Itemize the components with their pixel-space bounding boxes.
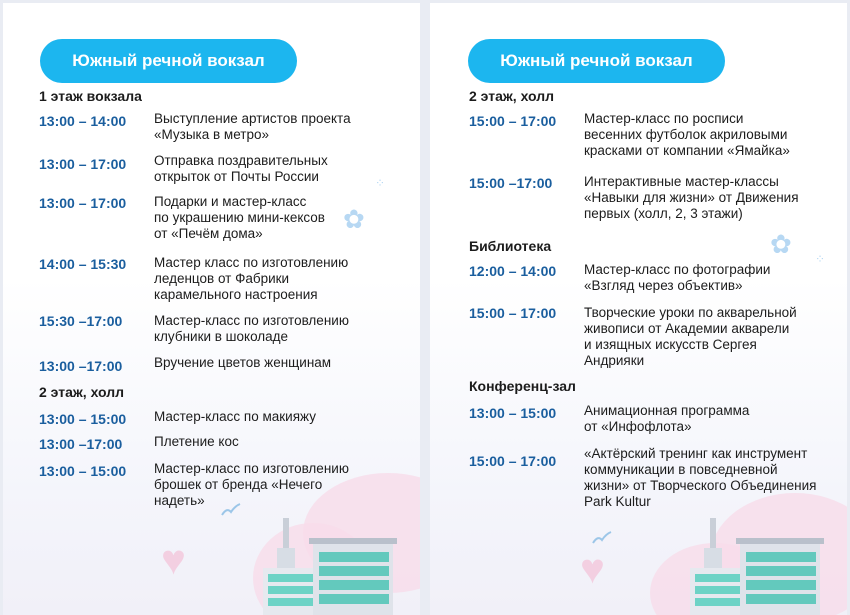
- event-description: Мастер-класс по фотографии «Взгляд через объектив»: [584, 262, 771, 293]
- event-description: Мастер-класс по макияжу: [154, 409, 316, 424]
- venue-title-pill: Южный речной вокзал: [468, 39, 725, 83]
- event-time: 13:00 – 17:00: [39, 195, 127, 211]
- event-time: 15:30 –17:00: [39, 313, 123, 329]
- schedule-card-left: [3, 3, 420, 615]
- section-heading: 2 этаж, холл: [469, 88, 554, 104]
- event-time: 13:00 – 17:00: [39, 156, 127, 172]
- sparkle-icon: ⁘: [375, 176, 386, 190]
- event-description: Интерактивные мастер-классы «Навыки для жизни» от Движения первых (холл, 2, 3 этажи): [584, 174, 799, 221]
- event-description: Мастер-класс по росписи весенних футболок акриловыми красками от компании «Ямайка»: [584, 111, 790, 158]
- section-heading: 1 этаж вокзала: [39, 88, 142, 104]
- heart-icon: ♥: [580, 545, 605, 592]
- event-time: 13:00 – 15:00: [39, 411, 127, 427]
- event-description: Плетение кос: [154, 434, 239, 449]
- event-description: Вручение цветов женщинам: [154, 355, 332, 370]
- heart-icon: ♥: [161, 536, 186, 583]
- event-time: 15:00 – 17:00: [469, 453, 557, 469]
- event-time: 13:00 – 15:00: [39, 463, 127, 479]
- event-description: «Актёрский тренинг как инструмент коммуникации в повседневной жизни» от Творческого Объединения Park Kultur: [584, 446, 817, 509]
- sparkle-icon: ⁘: [815, 252, 826, 266]
- schedule-card-right: [430, 3, 847, 615]
- event-time: 14:00 – 15:30: [39, 256, 127, 272]
- event-time: 13:00 –17:00: [39, 358, 123, 374]
- venue-title-pill: Южный речной вокзал: [40, 39, 297, 83]
- event-description: Отправка поздравительных открыток от Почты России: [154, 153, 328, 184]
- event-time: 12:00 – 14:00: [469, 263, 557, 279]
- section-heading: Библиотека: [469, 238, 552, 254]
- event-time: 15:00 – 17:00: [469, 113, 557, 129]
- event-description: Подарки и мастер-класс по украшению мини-кексов от «Печём дома»: [154, 194, 325, 241]
- event-description: Мастер-класс по изготовлению брошек от бренда «Нечего надеть»: [154, 461, 349, 508]
- event-time: 15:00 – 17:00: [469, 305, 557, 321]
- event-time: 13:00 – 14:00: [39, 113, 127, 129]
- event-description: Мастер класс по изготовлению леденцов от Фабрики карамельного настроения: [154, 255, 349, 302]
- flower-icon: ✿: [343, 204, 365, 234]
- event-time: 15:00 –17:00: [469, 175, 553, 191]
- event-description: Мастер-класс по изготовлению клубники в шоколаде: [154, 313, 349, 344]
- building-illustration: [680, 508, 847, 615]
- event-time: 13:00 – 15:00: [469, 405, 557, 421]
- flower-icon: ✿: [770, 229, 792, 259]
- event-description: Творческие уроки по акварельной живописи от Академии акварели и изящных искусств Сергея Андрияки: [584, 305, 797, 368]
- section-heading: 2 этаж, холл: [39, 384, 124, 400]
- event-description: Выступление артистов проекта «Музыка в метро»: [154, 111, 351, 142]
- seagull-icon: [592, 531, 612, 547]
- event-time: 13:00 –17:00: [39, 436, 123, 452]
- event-description: Анимационная программа от «Инфофлота»: [584, 403, 750, 434]
- building-illustration: [253, 508, 420, 615]
- section-heading: Конференц-зал: [469, 378, 576, 394]
